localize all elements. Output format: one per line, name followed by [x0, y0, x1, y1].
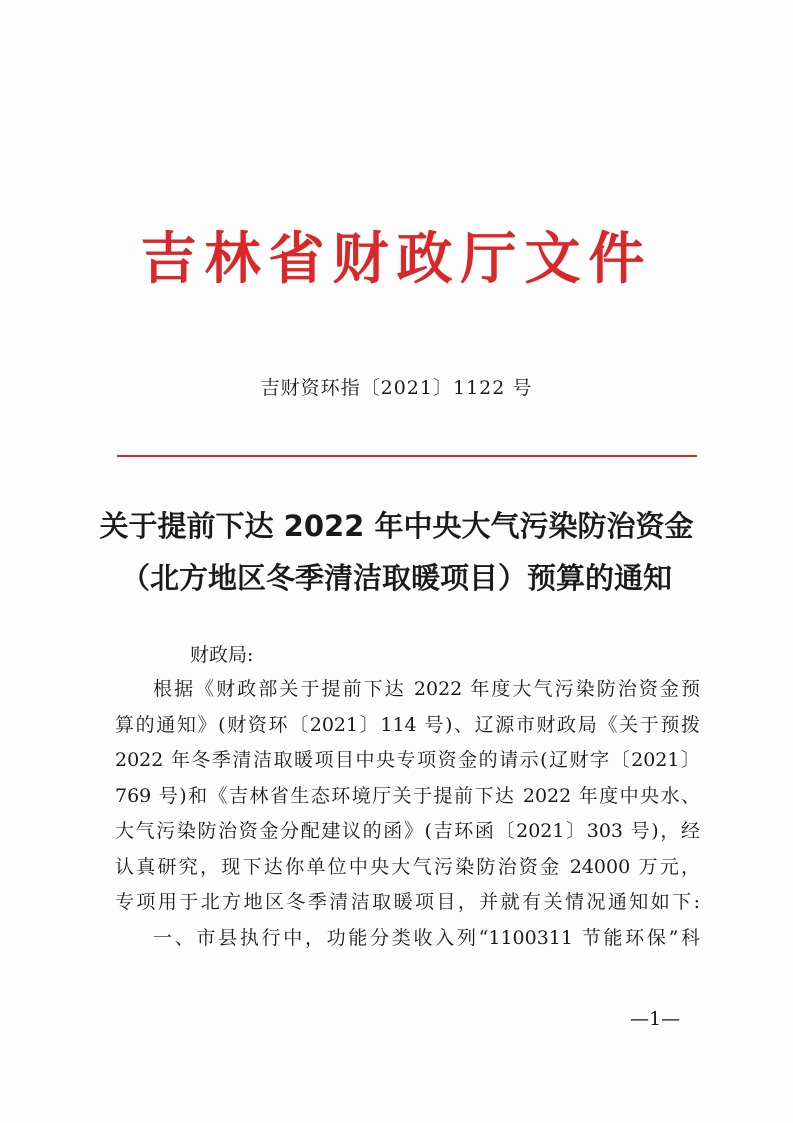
recipient-salutation: 财政局:: [190, 644, 254, 666]
body-line: 一、市县执行中，功能分类收入列“1100311 节能环保”科: [153, 926, 700, 949]
red-divider-line: [117, 455, 697, 457]
issuer-header-title: 吉林省财政厅文件: [140, 227, 653, 292]
body-line: 算的通知》(财资环〔2021〕114 号)、辽源市财政局《关于预拨: [115, 713, 700, 736]
notice-title: [0, 500, 793, 604]
notice-title-line-1: 关于提前下达 2022 年中央大气污染防治资金: [99, 509, 694, 543]
page-number: —1—: [630, 1008, 681, 1030]
body-text: [115, 672, 700, 956]
body-line: 认真研究，现下达你单位中央大气污染防治资金 24000 万元，: [115, 855, 700, 878]
body-line: 大气污染防治资金分配建议的函》(吉环函〔2021〕303 号)，经: [115, 820, 700, 842]
body-line: 专项用于北方地区冬季清洁取暖项目，并就有关情况通知如下:: [115, 891, 700, 913]
notice-title-line-2: （北方地区冬季清洁取暖项目）预算的通知: [120, 561, 672, 595]
body-line: 769 号)和《吉林省生态环境厅关于提前下达 2022 年度中央水、: [115, 784, 700, 807]
body-line: 2022 年冬季清洁取暖项目中央专项资金的请示(辽财字〔2021〕: [115, 749, 700, 771]
body-line: 根据《财政部关于提前下达 2022 年度大气污染防治资金预: [153, 678, 700, 700]
document-number: 吉财资环指〔2021〕1122 号: [260, 377, 533, 399]
